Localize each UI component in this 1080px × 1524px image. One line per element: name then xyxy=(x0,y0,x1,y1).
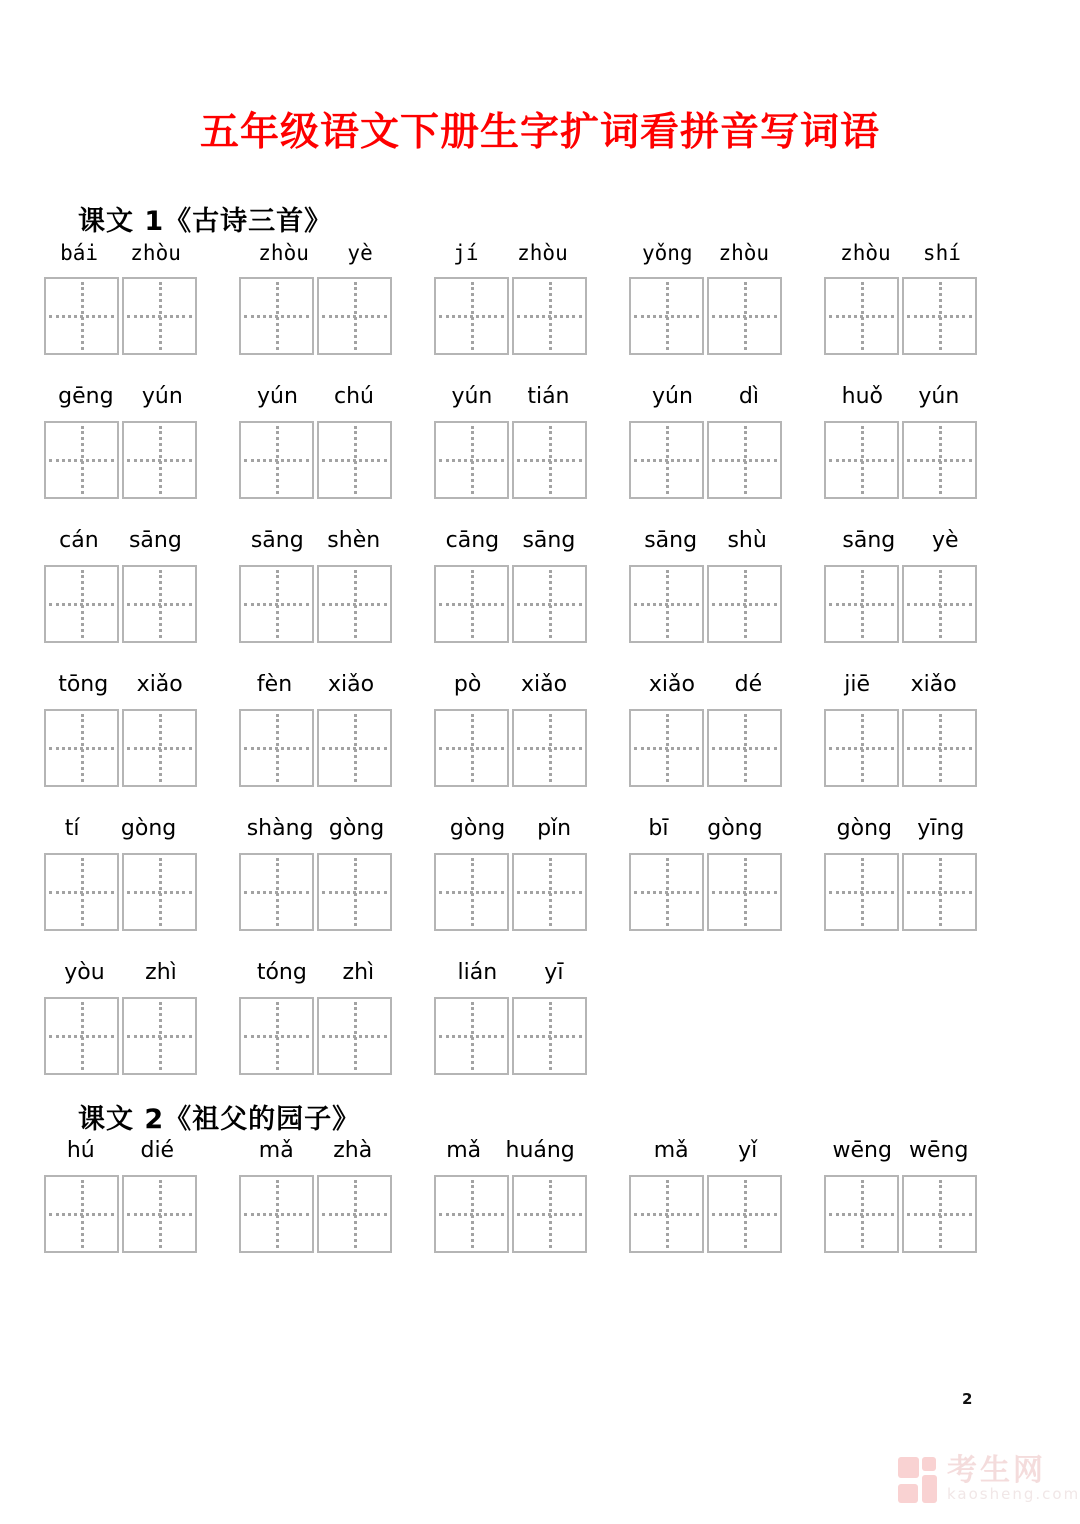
pinyin-syllable: mǎ xyxy=(653,1138,689,1163)
pinyin-syllable: sāng xyxy=(250,528,304,553)
pinyin-syllable: yīng xyxy=(917,816,965,841)
pinyin-syllable: sāng xyxy=(522,528,576,553)
pinyin-word-label xyxy=(629,1137,782,1165)
writing-cell xyxy=(629,421,704,499)
writing-grid xyxy=(629,277,782,355)
pinyin-syllable: yún xyxy=(257,384,298,409)
writing-cell xyxy=(512,277,587,355)
writing-cell xyxy=(44,421,119,499)
pinyin-syllable: zhà xyxy=(333,1138,373,1163)
writing-cell xyxy=(317,565,392,643)
writing-grid xyxy=(434,421,587,499)
watermark-site-name: 考生网 xyxy=(947,1453,1046,1488)
writing-cell xyxy=(122,853,197,931)
writing-grid xyxy=(434,709,587,787)
page-number: 2 xyxy=(962,1390,973,1408)
pinyin-syllable: tōng xyxy=(58,672,109,697)
pinyin-syllable: hú xyxy=(66,1138,95,1163)
writing-cell xyxy=(707,709,782,787)
logo-block xyxy=(898,1457,919,1478)
writing-grid xyxy=(44,277,197,355)
pinyin-word-label xyxy=(629,815,782,843)
writing-grid xyxy=(44,853,197,931)
writing-cell xyxy=(44,709,119,787)
writing-cell xyxy=(629,709,704,787)
writing-cell xyxy=(434,277,509,355)
pinyin-syllable: yǐ xyxy=(738,1138,758,1163)
writing-cell xyxy=(239,997,314,1075)
pinyin-syllable: huǒ xyxy=(841,384,884,409)
writing-cell xyxy=(707,1175,782,1253)
writing-cell xyxy=(44,1175,119,1253)
pinyin-syllable: gēng xyxy=(58,384,114,409)
word-row xyxy=(44,815,1080,931)
word-row xyxy=(44,671,1080,787)
writing-cell xyxy=(434,565,509,643)
pinyin-syllable: fèn xyxy=(256,672,293,697)
pinyin-syllable: cāng xyxy=(445,528,500,553)
section-heading: 课文 2《祖父的园子》 xyxy=(78,1104,361,1135)
pinyin-word-label xyxy=(239,527,392,555)
writing-cell xyxy=(629,277,704,355)
writing-cell xyxy=(629,853,704,931)
pinyin-word-label xyxy=(239,815,392,843)
writing-cell xyxy=(512,853,587,931)
pinyin-label-row xyxy=(44,383,1080,411)
writing-cell xyxy=(434,1175,509,1253)
pinyin-word-label xyxy=(434,239,587,267)
pinyin-word-label xyxy=(434,527,587,555)
pinyin-word-label xyxy=(239,1137,392,1165)
pinyin-word-label xyxy=(629,671,782,699)
pinyin-word-label xyxy=(44,239,197,267)
writing-grid-row xyxy=(44,565,1080,643)
pinyin-word-label xyxy=(44,527,197,555)
pinyin-syllable: yún xyxy=(451,384,493,409)
pinyin-syllable: sāng xyxy=(644,528,698,553)
writing-cell xyxy=(122,421,197,499)
word-row xyxy=(44,527,1080,643)
pinyin-syllable: zhòu xyxy=(258,241,309,265)
writing-grid xyxy=(434,853,587,931)
writing-cell xyxy=(512,565,587,643)
pinyin-syllable: tí xyxy=(64,816,80,841)
writing-grid xyxy=(629,421,782,499)
pinyin-word-label xyxy=(239,239,392,267)
writing-cell xyxy=(317,1175,392,1253)
pinyin-syllable: yè xyxy=(932,528,959,553)
writing-grid xyxy=(44,709,197,787)
writing-cell xyxy=(902,565,977,643)
writing-cell xyxy=(902,853,977,931)
writing-cell xyxy=(122,1175,197,1253)
pinyin-syllable: xiǎo xyxy=(648,672,695,697)
writing-cell xyxy=(122,277,197,355)
writing-cell xyxy=(902,421,977,499)
pinyin-word-label xyxy=(44,959,197,987)
writing-cell xyxy=(317,997,392,1075)
pinyin-syllable: xiǎo xyxy=(910,672,957,697)
pinyin-syllable: dì xyxy=(738,384,759,409)
word-row xyxy=(44,383,1080,499)
watermark xyxy=(898,1455,1080,1505)
writing-cell xyxy=(44,565,119,643)
pinyin-syllable: pò xyxy=(453,672,482,697)
pinyin-word-label xyxy=(824,239,977,267)
pinyin-word-label xyxy=(824,527,977,555)
pinyin-syllable: zhòu xyxy=(840,241,891,265)
pinyin-syllable: yún xyxy=(918,384,960,409)
pinyin-word-label xyxy=(629,383,782,411)
logo-block xyxy=(922,1475,937,1503)
writing-cell xyxy=(44,853,119,931)
pinyin-word-label xyxy=(44,1137,197,1165)
word-row xyxy=(44,239,1080,355)
pinyin-syllable: shèn xyxy=(327,528,381,553)
pinyin-word-label xyxy=(824,383,977,411)
writing-cell xyxy=(707,853,782,931)
writing-grid xyxy=(44,997,197,1075)
writing-grid-row xyxy=(44,997,1080,1075)
writing-cell xyxy=(434,997,509,1075)
writing-grid xyxy=(239,421,392,499)
writing-grid-row xyxy=(44,1175,1080,1253)
writing-cell xyxy=(239,853,314,931)
writing-grid xyxy=(434,1175,587,1253)
writing-cell xyxy=(317,421,392,499)
pinyin-word-label xyxy=(239,383,392,411)
writing-grid xyxy=(239,709,392,787)
pinyin-syllable: gòng xyxy=(449,816,506,841)
writing-cell xyxy=(317,277,392,355)
writing-cell xyxy=(629,1175,704,1253)
pinyin-syllable: zhòu xyxy=(517,241,568,265)
pinyin-word-label xyxy=(239,671,392,699)
pinyin-word-label xyxy=(239,959,392,987)
pinyin-syllable: gòng xyxy=(707,816,763,841)
writing-cell xyxy=(239,1175,314,1253)
writing-grid xyxy=(629,1175,782,1253)
pinyin-syllable: mǎ xyxy=(258,1138,294,1163)
page-title: 五年级语文下册生字扩词看拼音写词语 xyxy=(199,109,880,155)
pinyin-label-row xyxy=(44,527,1080,555)
word-row xyxy=(44,1137,1080,1253)
pinyin-label-row xyxy=(44,1137,1080,1165)
writing-cell xyxy=(317,709,392,787)
pinyin-syllable: sāng xyxy=(842,528,896,553)
writing-grid-row xyxy=(44,709,1080,787)
writing-grid xyxy=(824,421,977,499)
pinyin-syllable: bái xyxy=(60,241,99,265)
pinyin-syllable: shí xyxy=(922,241,961,265)
writing-cell xyxy=(434,421,509,499)
pinyin-label-row xyxy=(44,671,1080,699)
pinyin-syllable: pǐn xyxy=(537,816,572,841)
pinyin-syllable: tián xyxy=(527,384,570,409)
pinyin-syllable: zhì xyxy=(342,960,375,985)
pinyin-word-label xyxy=(44,671,197,699)
writing-grid-row xyxy=(44,853,1080,931)
writing-cell xyxy=(239,421,314,499)
writing-grid-row xyxy=(44,277,1080,355)
writing-cell xyxy=(902,709,977,787)
pinyin-syllable: sāng xyxy=(128,528,182,553)
pinyin-word-label xyxy=(824,671,977,699)
pinyin-syllable: shù xyxy=(727,528,767,553)
worksheet-section xyxy=(44,1103,1080,1253)
writing-grid xyxy=(44,1175,197,1253)
pinyin-syllable: xiǎo xyxy=(521,672,568,697)
writing-cell xyxy=(824,277,899,355)
pinyin-syllable: zhòu xyxy=(718,241,770,265)
writing-cell xyxy=(122,997,197,1075)
writing-grid xyxy=(824,853,977,931)
writing-cell xyxy=(44,997,119,1075)
writing-cell xyxy=(512,421,587,499)
writing-grid xyxy=(239,1175,392,1253)
writing-cell xyxy=(707,565,782,643)
pinyin-syllable: zhì xyxy=(145,960,177,985)
pinyin-syllable: jiē xyxy=(844,672,871,697)
writing-grid xyxy=(824,709,977,787)
pinyin-word-label xyxy=(44,383,197,411)
pinyin-syllable: huáng xyxy=(505,1138,575,1163)
writing-cell xyxy=(317,853,392,931)
pinyin-label-row xyxy=(44,959,1080,987)
writing-grid xyxy=(824,277,977,355)
writing-cell xyxy=(44,277,119,355)
pinyin-label-row xyxy=(44,239,1080,267)
writing-cell xyxy=(902,277,977,355)
writing-cell xyxy=(239,709,314,787)
writing-cell xyxy=(824,421,899,499)
pinyin-syllable: yè xyxy=(347,241,373,265)
pinyin-syllable: jí xyxy=(453,241,479,265)
pinyin-word-label xyxy=(44,815,197,843)
watermark-text xyxy=(947,1455,1080,1503)
pinyin-word-label xyxy=(629,527,782,555)
writing-grid xyxy=(629,709,782,787)
writing-cell xyxy=(629,565,704,643)
pinyin-word-label xyxy=(824,815,977,843)
writing-grid xyxy=(629,853,782,931)
writing-grid xyxy=(239,997,392,1075)
writing-cell xyxy=(902,1175,977,1253)
pinyin-syllable: cán xyxy=(59,528,99,553)
pinyin-syllable: dié xyxy=(140,1138,175,1163)
writing-cell xyxy=(824,565,899,643)
writing-cell xyxy=(824,853,899,931)
worksheet-content xyxy=(0,205,1080,1253)
pinyin-syllable: wēng xyxy=(832,1138,892,1163)
pinyin-syllable: xiǎo xyxy=(136,672,183,697)
pinyin-syllable: gòng xyxy=(120,816,177,841)
writing-cell xyxy=(512,1175,587,1253)
writing-cell xyxy=(434,709,509,787)
kaosheng-logo-icon xyxy=(898,1455,938,1505)
writing-grid xyxy=(434,277,587,355)
writing-grid xyxy=(434,997,587,1075)
pinyin-syllable: zhòu xyxy=(130,241,181,265)
pinyin-word-label xyxy=(434,959,587,987)
writing-cell xyxy=(122,709,197,787)
writing-grid xyxy=(44,565,197,643)
pinyin-syllable: yǒng xyxy=(641,241,693,265)
watermark-site-domain: kaosheng.com xyxy=(947,1485,1080,1503)
writing-grid xyxy=(629,565,782,643)
pinyin-syllable: xiǎo xyxy=(328,672,375,697)
pinyin-syllable: yún xyxy=(652,384,693,409)
pinyin-word-label xyxy=(824,1137,977,1165)
writing-cell xyxy=(824,1175,899,1253)
writing-cell xyxy=(122,565,197,643)
pinyin-syllable: dé xyxy=(734,672,763,697)
pinyin-syllable: chú xyxy=(333,384,374,409)
section-heading: 课文 1《古诗三首》 xyxy=(78,206,333,237)
writing-grid xyxy=(239,853,392,931)
pinyin-word-label xyxy=(434,671,587,699)
logo-block xyxy=(922,1457,936,1471)
pinyin-syllable: wēng xyxy=(909,1138,969,1163)
pinyin-syllable: yòu xyxy=(64,960,105,985)
pinyin-word-label xyxy=(434,815,587,843)
writing-cell xyxy=(707,277,782,355)
writing-cell xyxy=(239,277,314,355)
writing-grid xyxy=(824,565,977,643)
writing-grid xyxy=(44,421,197,499)
writing-grid xyxy=(239,565,392,643)
writing-grid-row xyxy=(44,421,1080,499)
pinyin-word-label xyxy=(629,239,782,267)
pinyin-syllable: tóng xyxy=(256,960,307,985)
worksheet-section xyxy=(44,205,1080,1075)
pinyin-syllable: gòng xyxy=(836,816,892,841)
pinyin-syllable: shàng xyxy=(246,816,314,841)
writing-cell xyxy=(512,997,587,1075)
pinyin-word-label xyxy=(434,1137,587,1165)
word-row xyxy=(44,959,1080,1075)
writing-cell xyxy=(434,853,509,931)
writing-cell xyxy=(239,565,314,643)
pinyin-word-label xyxy=(434,383,587,411)
pinyin-syllable: gòng xyxy=(328,816,385,841)
writing-grid xyxy=(824,1175,977,1253)
pinyin-label-row xyxy=(44,815,1080,843)
pinyin-syllable: lián xyxy=(457,960,498,985)
writing-cell xyxy=(824,709,899,787)
writing-cell xyxy=(707,421,782,499)
writing-grid xyxy=(434,565,587,643)
writing-cell xyxy=(512,709,587,787)
pinyin-syllable: mǎ xyxy=(446,1138,482,1163)
pinyin-syllable: yún xyxy=(141,384,183,409)
pinyin-syllable: bī xyxy=(648,816,669,841)
writing-grid xyxy=(239,277,392,355)
logo-block xyxy=(898,1484,918,1503)
pinyin-syllable: yī xyxy=(544,960,564,985)
